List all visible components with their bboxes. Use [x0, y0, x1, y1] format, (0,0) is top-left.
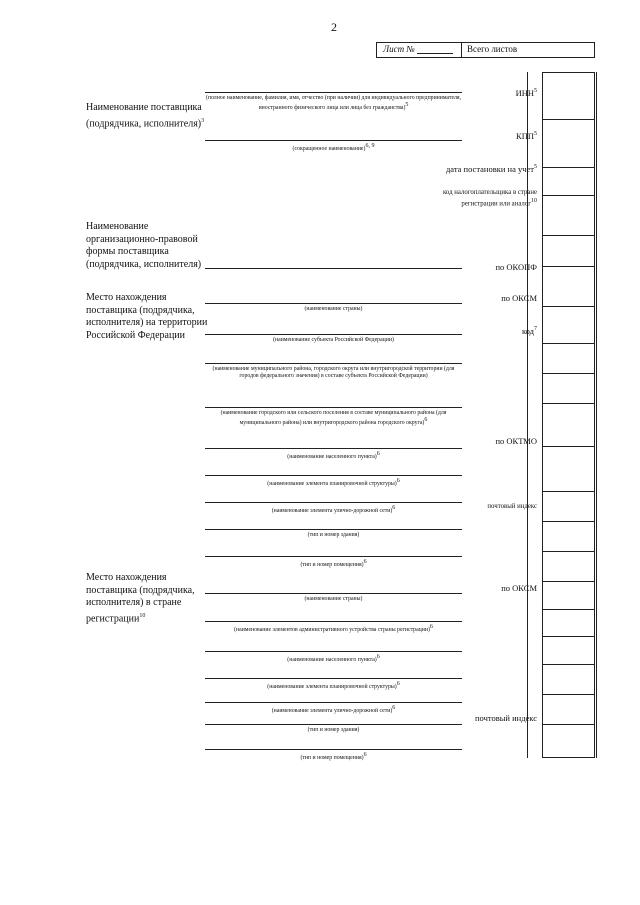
full-name-caption: (полное наименование, фамилия, имя, отчество (при наличии) для индивидуального предпринимателя, иностранного физического лица или лица без гражданства)$^5$: [205, 95, 462, 112]
foreign-street-line[interactable]: [205, 702, 462, 703]
rf-settlement-caption: (наименование городского или сельского поселения в составе муниципального района (для муниципального района) или внутригородского района городского округа)$^6$: [220, 410, 447, 427]
inn-box[interactable]: [543, 73, 594, 120]
org-form-line[interactable]: [205, 268, 462, 269]
sheet-header-box: [376, 42, 595, 58]
foreign-locality-line[interactable]: [205, 651, 462, 652]
page-number: 2: [331, 20, 337, 34]
rf-subject-caption: (наименование субъекта Российской Федерации): [273, 337, 394, 343]
rf-room-line[interactable]: [205, 556, 462, 557]
codes-box-column: [542, 72, 595, 758]
oksm-box-rf[interactable]: [543, 344, 594, 374]
blank-box: [543, 552, 594, 582]
rf-street-caption: (наименование элемента улично-дорожной сети)$^6$: [271, 505, 396, 514]
kpp-label: КПП$^5$: [516, 130, 537, 141]
rf-room-caption: (тип и номер помещения)$^6$: [300, 559, 367, 568]
foreign-postal-label: почтовый индекс: [475, 713, 537, 723]
blank-box: [543, 236, 594, 267]
supplier-name-title: Наименование поставщика (подрядчика, исполнителя)$^3$: [86, 102, 205, 129]
oksm-box-foreign[interactable]: [543, 610, 594, 637]
okopf-box[interactable]: [543, 307, 594, 344]
kpp-box[interactable]: [543, 120, 594, 168]
tax-code-box[interactable]: [543, 196, 594, 236]
foreign-building-line[interactable]: [205, 724, 462, 725]
rf-subject-line[interactable]: [205, 334, 462, 335]
rf-municipal-line[interactable]: [205, 363, 462, 364]
blank-box: [543, 637, 594, 665]
foreign-admin-caption: (наименование элементов административного устройства страны регистрации)$^6$: [234, 624, 433, 633]
rf-code-label: код$^7$: [521, 325, 537, 336]
rf-postal-label: почтовый индекс: [487, 503, 537, 510]
blank-box: [543, 695, 594, 725]
subject-code-box[interactable]: [543, 374, 594, 404]
foreign-locality-caption: (наименование населенного пункта)$^6$: [287, 654, 380, 663]
foreign-country-caption: (наименование страны): [304, 596, 363, 602]
rf-municipal-caption: (наименование муниципального района, городского округа или внутригородской территории (для городов федерального значения) в составе субъекта Российской Федерации): [212, 366, 455, 380]
foreign-building-caption: (тип и номер здания): [307, 727, 360, 733]
rf-planning-line[interactable]: [205, 475, 462, 476]
foreign-location-title: Место нахождения поставщика (подрядчика, исполнителя) в стране регистрации$^{10}$: [86, 572, 195, 624]
foreign-planning-caption: (наименование элемента планировочной структуры)$^6$: [267, 681, 400, 690]
rf-planning-caption: (наименование элемента планировочной структуры)$^6$: [267, 478, 400, 487]
okopf-label: по ОКОПФ: [495, 262, 537, 272]
tax-code-label: код налогоплательщика в стране регистрации или аналог$^{10}$: [442, 189, 537, 208]
foreign-oksm-label: по ОКСМ: [501, 583, 537, 593]
blank-box: [543, 404, 594, 447]
short-name-line[interactable]: [205, 140, 462, 141]
foreign-room-caption: (тип и номер помещения)$^6$: [300, 752, 367, 761]
rf-building-line[interactable]: [205, 529, 462, 530]
rf-street-line[interactable]: [205, 502, 462, 503]
inn-label: ИНН$^5$: [515, 87, 537, 98]
blank-box: [543, 267, 594, 307]
foreign-room-line[interactable]: [205, 749, 462, 750]
org-form-title: Наименование организационно-правовой формы поставщика (подрядчика, исполнителя): [86, 221, 202, 270]
short-name-caption: (сокращенное наименование)$^{6, 9}$: [292, 143, 375, 152]
foreign-street-caption: (наименование элемента улично-дорожной сети)$^6$: [271, 705, 396, 714]
rf-locality-line[interactable]: [205, 448, 462, 449]
rf-building-caption: (тип и номер здания): [307, 532, 360, 538]
sheet-number-field[interactable]: [417, 53, 453, 54]
postal-box-rf[interactable]: [543, 522, 594, 552]
postal-box-foreign[interactable]: [543, 725, 594, 757]
foreign-planning-line[interactable]: [205, 678, 462, 679]
rf-oksm-label: по ОКСМ: [501, 293, 537, 303]
foreign-country-line[interactable]: [205, 593, 462, 594]
rf-country-line[interactable]: [205, 303, 462, 304]
sheet-number-label: Лист №: [383, 44, 415, 54]
rf-locality-caption: (наименование населенного пункта)$^6$: [287, 451, 380, 460]
total-sheets-label: Всего листов: [467, 44, 518, 54]
blank-box: [543, 582, 594, 610]
foreign-admin-line[interactable]: [205, 621, 462, 622]
rf-settlement-line[interactable]: [205, 407, 462, 408]
oktmo-box[interactable]: [543, 447, 594, 492]
blank-box: [543, 492, 594, 522]
reg-date-label: дата постановки на учет$^5$: [445, 163, 537, 174]
full-name-line[interactable]: [205, 92, 462, 93]
rf-country-caption: (наименование страны): [304, 306, 363, 312]
oktmo-label: по ОКТМО: [495, 436, 537, 446]
blank-box: [543, 665, 594, 695]
rf-location-title: Место нахождения поставщика (подрядчика, исполнителя) на территории Российской Федерации: [86, 292, 208, 341]
reg-date-box[interactable]: [543, 168, 594, 196]
